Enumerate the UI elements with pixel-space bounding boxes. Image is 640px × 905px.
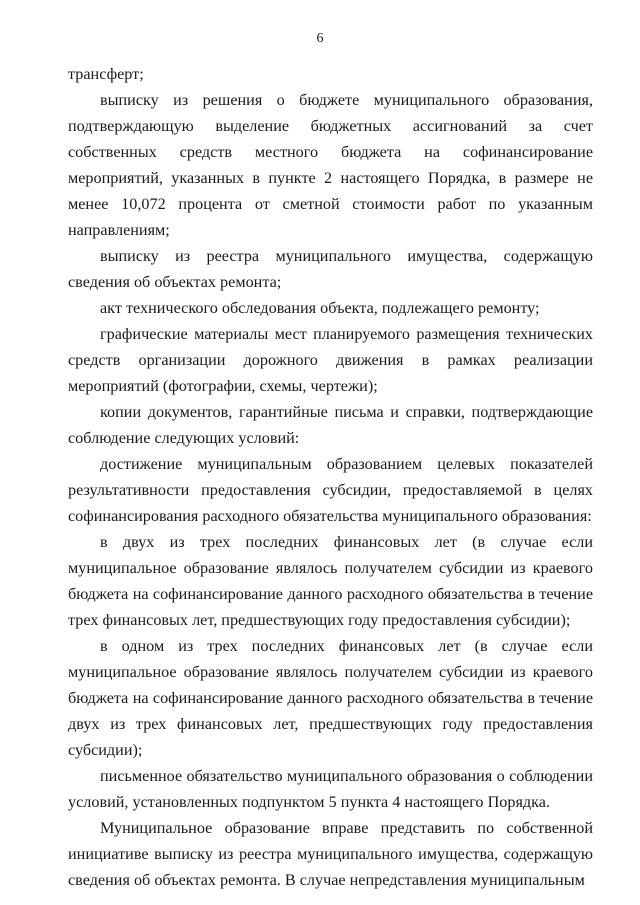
paragraph-target-indicators: достижение муниципальным образованием целевых показателей результативности предоставления субсидии, предоставляемой в целях софинансирования расходного обязательства муниципального образования:	[68, 455, 593, 525]
paragraph-budget-extract: выписку из решения о бюджете муниципального образования, подтверждающую выделение бюджетных ассигнований за счет собственных средств местного бюджета на софинансирование мероприятий, указанных в пункте 2 настоящего Порядка, в размере не менее 10,072 процента от сметной стоимости работ по указанным направлениям;	[68, 91, 593, 239]
document-body	[68, 61, 593, 893]
paragraph-one-of-three-years: в одном из трех последних финансовых лет (в случае если муниципальное образование являлось получателем субсидии из краевого бюджета на софинансирование данного расходного обязательства в течение двух из трех финансовых лет, предшествующих году предоставления субсидии);	[68, 637, 593, 759]
paragraph-graphic-materials: графические материалы мест планируемого размещения технических средств организации дорожного движения в рамках реализации мероприятий (фотографии, схемы, чертежи);	[68, 325, 593, 395]
paragraph-own-initiative: Муниципальное образование вправе представить по собственной инициативе выписку из реестра муниципального имущества, содержащую сведения об объектах ремонта. В случае непредставления муниципальным	[68, 819, 593, 889]
page-number: 6	[316, 31, 324, 46]
paragraph-registry-extract: выписку из реестра муниципального имущества, содержащую сведения об объектах ремонта;	[68, 247, 593, 291]
paragraph-inspection-act: акт технического обследования объекта, подлежащего ремонту;	[100, 299, 540, 317]
paragraph-document-copies: копии документов, гарантийные письма и справки, подтверждающие соблюдение следующих условий:	[68, 403, 593, 447]
paragraph-transfer: трансферт;	[68, 65, 144, 83]
paragraph-two-of-three-years: в двух из трех последних финансовых лет (в случае если муниципальное образование являлось получателем субсидии из краевого бюджета на софинансирование данного расходного обязательства в течение трех финансовых лет, предшествующих году предоставления субсидии);	[68, 533, 593, 629]
paragraph-written-obligation: письменное обязательство муниципального образования о соблюдении условий, установленных подпунктом 5 пункта 4 настоящего Порядка.	[68, 767, 593, 811]
